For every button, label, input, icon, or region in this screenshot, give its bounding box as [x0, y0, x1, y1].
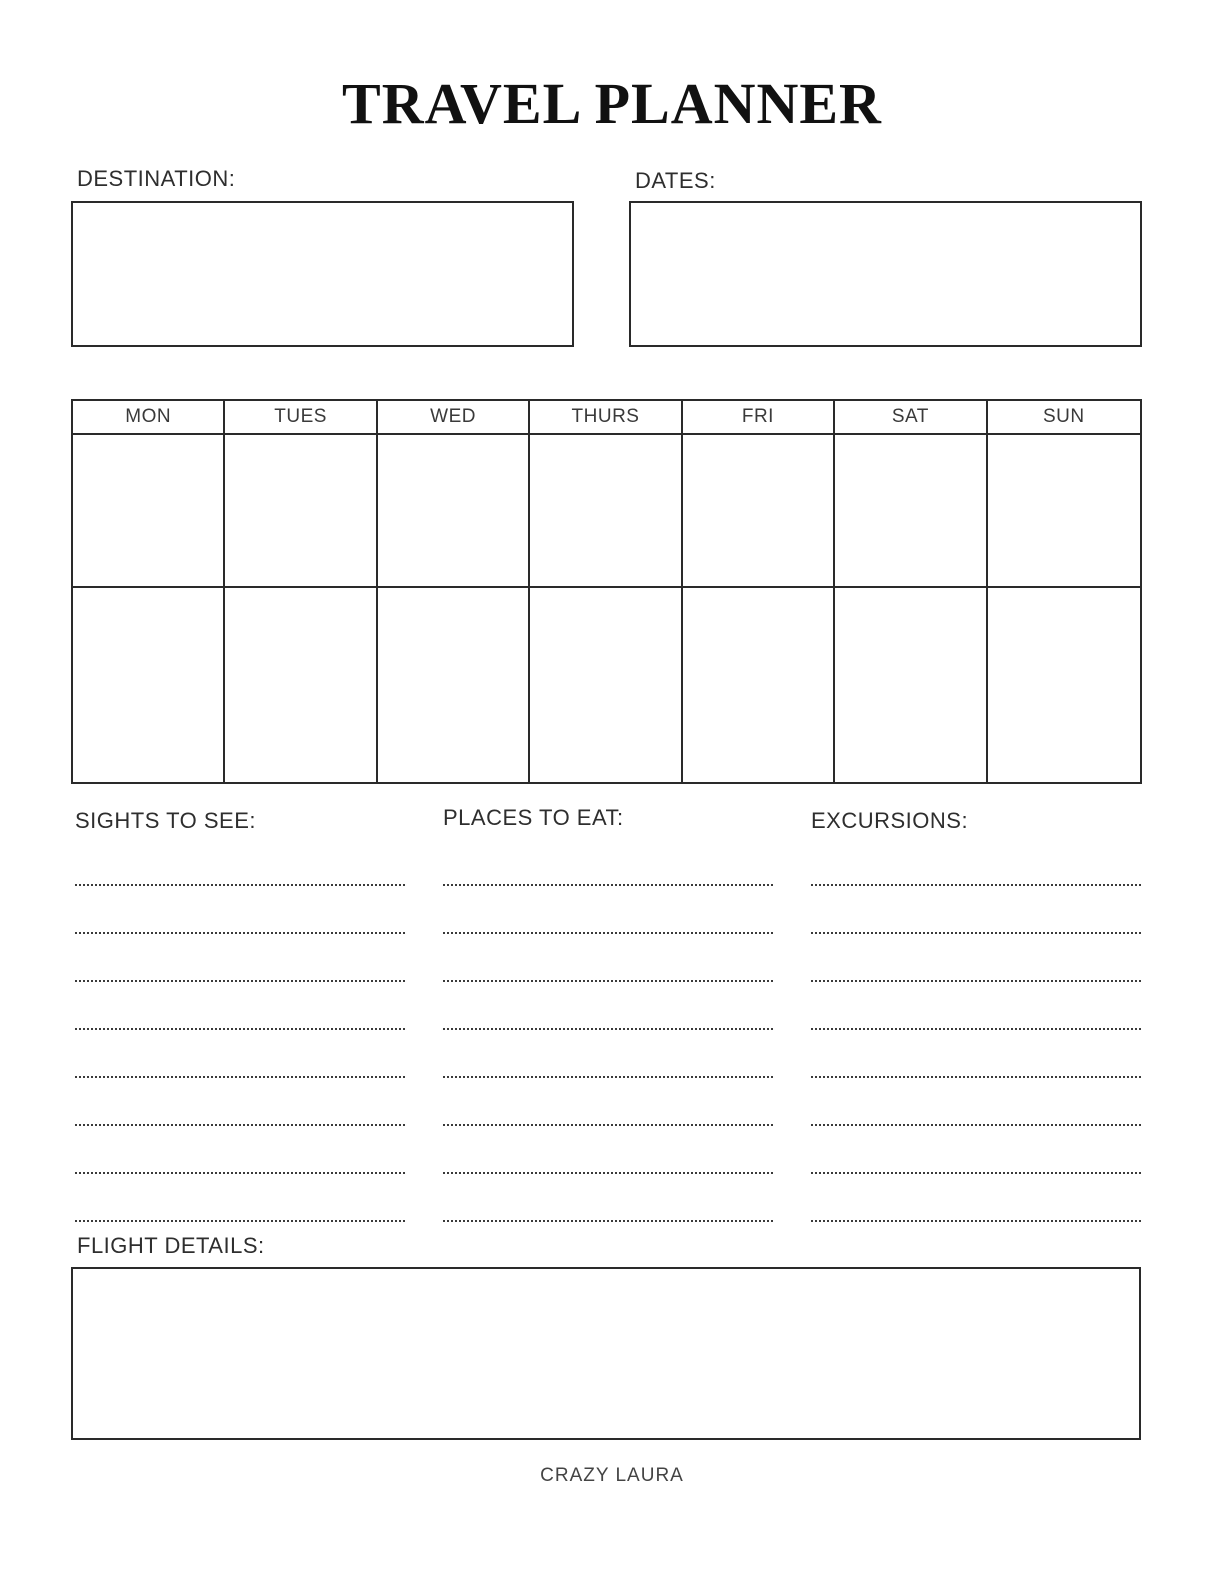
day-header-thurs: THURS	[530, 401, 682, 435]
day-cell[interactable]	[378, 435, 530, 588]
flight-details-input[interactable]	[73, 1269, 1139, 1438]
places-line[interactable]	[443, 1126, 773, 1174]
flight-details-box	[71, 1267, 1141, 1440]
destination-label: DESTINATION:	[77, 166, 236, 191]
sights-line[interactable]	[75, 1126, 405, 1174]
sights-line[interactable]	[75, 838, 405, 886]
places-to-eat-list	[443, 805, 773, 1222]
places-line[interactable]	[443, 1030, 773, 1078]
dates-label: DATES:	[635, 168, 716, 193]
places-line[interactable]	[443, 982, 773, 1030]
day-cell[interactable]	[73, 588, 225, 782]
excursions-line[interactable]	[811, 1174, 1141, 1222]
sights-to-see-list	[75, 808, 405, 1222]
excursions-line[interactable]	[811, 982, 1141, 1030]
excursions-line[interactable]	[811, 1078, 1141, 1126]
day-cell[interactable]	[683, 435, 835, 588]
excursions-line[interactable]	[811, 838, 1141, 886]
excursions-line[interactable]	[811, 1030, 1141, 1078]
day-cell[interactable]	[530, 588, 682, 782]
day-header-mon: MON	[73, 401, 225, 435]
day-cell[interactable]	[225, 588, 377, 782]
day-header-sat: SAT	[835, 401, 987, 435]
excursions-label: EXCURSIONS:	[811, 808, 969, 833]
sights-line[interactable]	[75, 1030, 405, 1078]
excursions-line[interactable]	[811, 1126, 1141, 1174]
sights-line[interactable]	[75, 982, 405, 1030]
day-header-sun: SUN	[988, 401, 1140, 435]
places-to-eat-label: PLACES TO EAT:	[443, 805, 624, 830]
day-header-fri: FRI	[683, 401, 835, 435]
sights-line[interactable]	[75, 934, 405, 982]
excursions-line[interactable]	[811, 886, 1141, 934]
excursions-line[interactable]	[811, 934, 1141, 982]
day-cell[interactable]	[835, 435, 987, 588]
day-cell[interactable]	[835, 588, 987, 782]
dates-input[interactable]	[631, 203, 1140, 345]
weekly-calendar-grid	[71, 399, 1142, 784]
excursions-list	[811, 808, 1141, 1222]
dates-box	[629, 201, 1142, 347]
sights-line[interactable]	[75, 886, 405, 934]
day-header-wed: WED	[378, 401, 530, 435]
places-line[interactable]	[443, 886, 773, 934]
day-cell[interactable]	[683, 588, 835, 782]
places-line[interactable]	[443, 1174, 773, 1222]
places-line[interactable]	[443, 838, 773, 886]
places-line[interactable]	[443, 1078, 773, 1126]
page-title: TRAVEL PLANNER	[342, 71, 882, 136]
footer-brand: CRAZY LAURA	[540, 1465, 684, 1486]
sights-line[interactable]	[75, 1078, 405, 1126]
destination-box	[71, 201, 574, 347]
day-cell[interactable]	[988, 435, 1140, 588]
places-line[interactable]	[443, 934, 773, 982]
day-cell[interactable]	[988, 588, 1140, 782]
day-cell[interactable]	[225, 435, 377, 588]
sights-line[interactable]	[75, 1174, 405, 1222]
day-cell[interactable]	[378, 588, 530, 782]
destination-input[interactable]	[73, 203, 572, 345]
flight-details-label: FLIGHT DETAILS:	[77, 1233, 265, 1258]
day-header-tues: TUES	[225, 401, 377, 435]
sights-to-see-label: SIGHTS TO SEE:	[75, 808, 257, 833]
day-cell[interactable]	[73, 435, 225, 588]
day-cell[interactable]	[530, 435, 682, 588]
